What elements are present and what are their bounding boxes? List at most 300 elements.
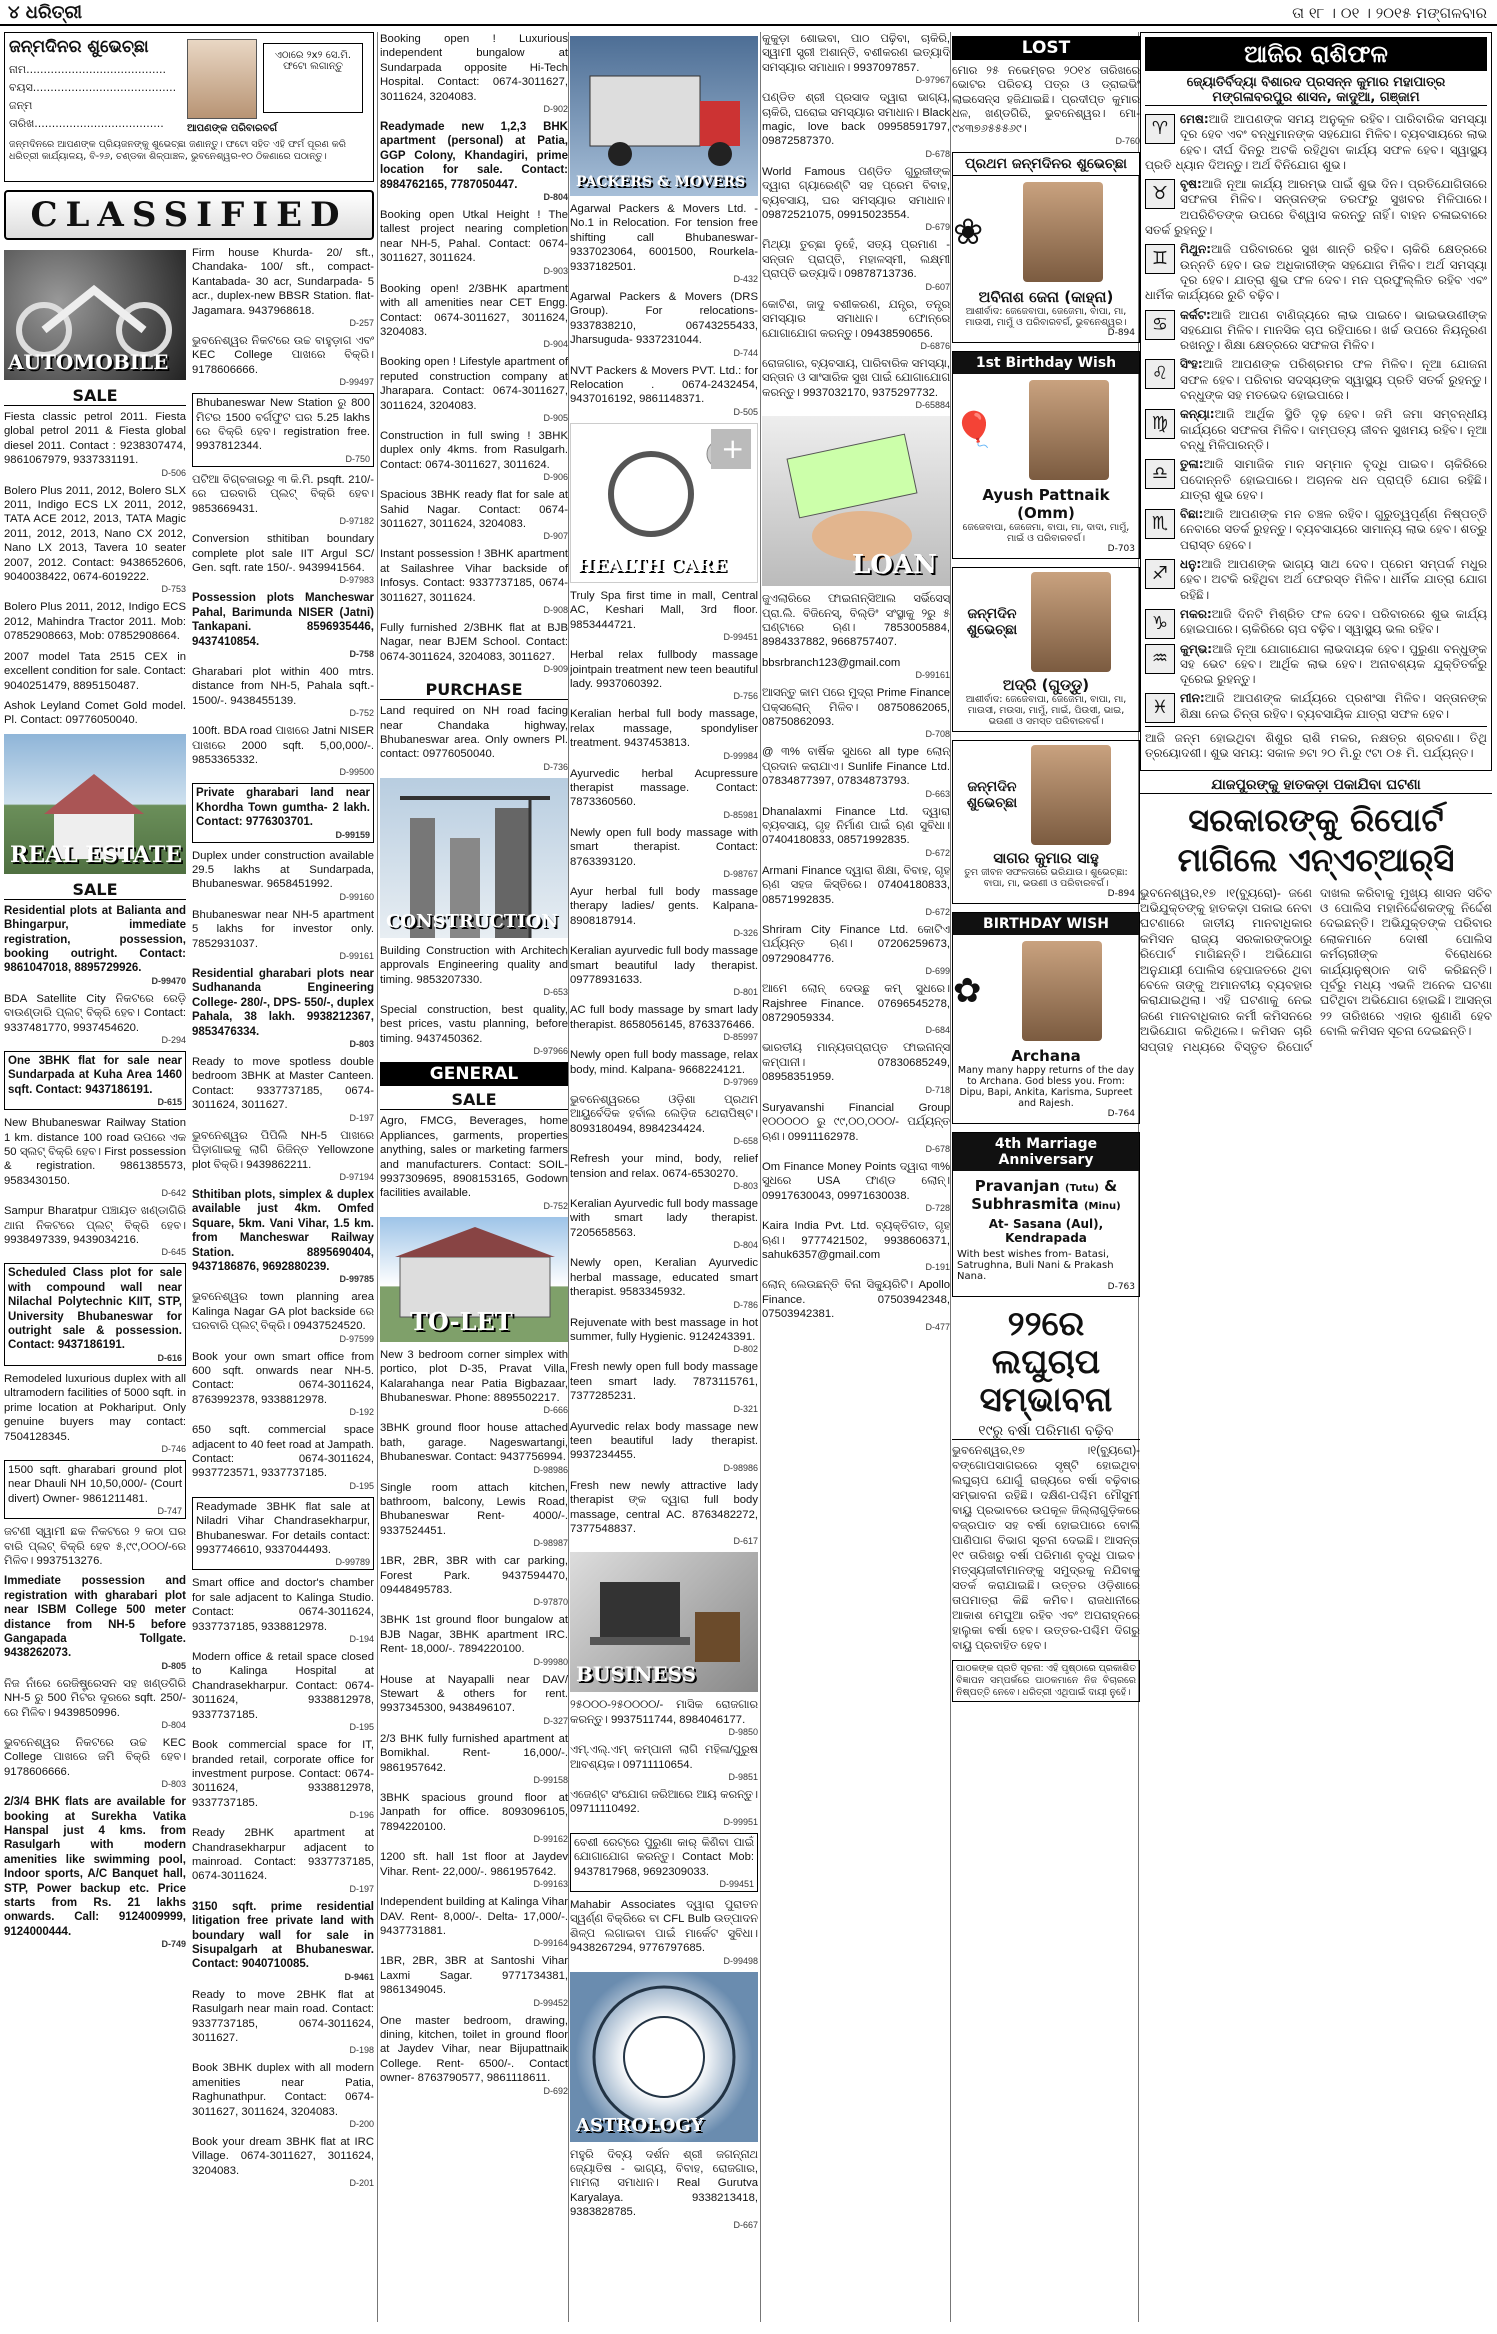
ad-text: One master bedroom, drawing, dining, kitchen, toilet in ground floor at Jaydev Vihar, near Bijupattnaik College. Rent- 6500/-. Contact owner- 8763790577, 9861118611. bbox=[380, 2014, 568, 2085]
ad-code: D-907 bbox=[543, 531, 568, 542]
ad-text: NVT Packers & Movers PVT. Ltd.: for Relocation . 0674-2432454, 9437016192, 9861148371. bbox=[570, 364, 758, 406]
ad-text: Ready 2BHK apartment at Chandrasekharpur adjacent to mainroad. Contact: 9337737185, 0674-3011624. bbox=[192, 1827, 374, 1883]
general-ads bbox=[380, 1114, 568, 1210]
ad-code: D-645 bbox=[161, 1247, 186, 1258]
ad-text: Smart office and doctor's chamber for sale adjacent to Kalinga Studio. Contact: 0674-3011624, 9337737185, 9338812978. bbox=[192, 1577, 374, 1633]
classified-ad bbox=[762, 1219, 950, 1272]
astrology-label: ASTROLOGY bbox=[576, 2114, 704, 2136]
classified-ad bbox=[570, 1048, 758, 1087]
flower-icon: ❀ bbox=[953, 211, 984, 253]
ad-text: Book 3BHK duplex with all modern amenities near Patia, Raghunathpur. Contact: 0674-3011627, 3011624, 3204083. bbox=[192, 2062, 374, 2118]
classified-ad bbox=[570, 2148, 758, 2230]
wish-message: Many many happy returns of the day to Archana. God bless you. From: Dipu, Bapi, Ankita, Karisma, Supreet and Rajesh. bbox=[957, 1065, 1135, 1110]
to-let-image bbox=[380, 1217, 568, 1342]
ad-code: D-195 bbox=[349, 1722, 374, 1733]
ad-code: D-257 bbox=[349, 318, 374, 329]
real-estate-ads bbox=[4, 904, 186, 1950]
ad-code: D-6876 bbox=[920, 340, 950, 351]
to-let-label: TO-LET bbox=[410, 1306, 513, 1336]
baby-photo bbox=[187, 39, 257, 119]
girl-photo bbox=[1022, 941, 1102, 1041]
ad-code: D-904 bbox=[543, 339, 568, 350]
ad-text: ଜୁଏଲାରିରେ ଫାଇନାନ୍ସିଆଲ ସର୍ଭିସେସ୍ ପ୍ରା.ଲି. ବିଜିନେସ୍, ବିଲ୍ଡିଂ ସଂସ୍ଥାକୁ ୨ରୁ ୫ ଘଣ୍ଟାରେ ଋଣ। 7853005884, 8984337882, 9668757407. bbox=[762, 593, 950, 649]
ad-text: bbsrbranch123@gmail.com bbox=[762, 656, 901, 669]
classified-ad bbox=[192, 1900, 374, 1982]
ad-text: 1BR, 2BR, 3BR at Santoshi Vihar Laxmi Sagar. 9771734381, 9861349045. bbox=[380, 1955, 568, 1997]
zodiac-text: ଆଜି ସାମାଜିକ ମାନ ସମ୍ମାନ ବୃଦ୍ଧି ପାଇବ। ଚାକିରିରେ ପଦୋନ୍ନତି ହୋଇପାରେ। ଅଚାନକ ଧନ ପ୍ରାପ୍ତି ଯୋଗ ରହିଛି। ଯାତ୍ରା ଶୁଭ ହେବ। bbox=[1180, 457, 1487, 502]
classified-ad bbox=[570, 1003, 758, 1042]
ad-code: D-672 bbox=[925, 907, 950, 918]
ad-text: Single room attach kitchen, bathroom, balcony, Lewis Road, Bhubaneswar Rent- 4000/-. 9337524451. bbox=[380, 1481, 568, 1537]
astrology-image bbox=[570, 1972, 758, 2142]
ad-code: D-99451 bbox=[723, 632, 758, 643]
classified-ad bbox=[570, 1316, 758, 1355]
classified-ad bbox=[762, 686, 950, 739]
classified-ad bbox=[762, 982, 950, 1035]
classified-ad bbox=[4, 1525, 186, 1568]
classified-ad bbox=[380, 1732, 568, 1785]
classified-ad bbox=[570, 589, 758, 642]
ad-text: ମହୁରି ଦିବ୍ୟ ଦର୍ଶନ ଶ୍ରୀ ଜଗନ୍ନାଥ ଜ୍ୟୋତିଷ - ଭାଗ୍ୟ, ବିବାହ, ରୋଜଗାର, ମାମଲା ସମାଧାନ। Real Gurutva Karyalaya. 9338213418, 9383828785. bbox=[570, 2148, 758, 2219]
ad-code: D-99497 bbox=[339, 377, 374, 388]
ad-code: D-99951 bbox=[723, 1816, 758, 1827]
ad-text: Readymade new 1,2,3 BHK apartment (personal) at Patia, GGP Colony, Khandagiri, prime location for sale. Contact: 8984762165, 7787050447. bbox=[380, 121, 568, 191]
ad-text: Suryavanshi Financial Group ୧୦୦୦୦୦ ରୁ ୯୯,୦୦,୦୦୦/- ପର୍ଯ୍ୟନ୍ତ ଋଣ। 09911162978. bbox=[762, 1101, 950, 1143]
loan-image bbox=[762, 416, 950, 586]
astrologer-name: ଜ୍ୟୋତିର୍ବିଦ୍ୟା ବିଶାରଦ ପ୍ରସନ୍ନ କୁମାର ମହାପାତ୍ର bbox=[1186, 75, 1446, 90]
form-field-dob[interactable]: ଜନ୍ମ ତାରିଖ..................................... bbox=[9, 99, 164, 130]
classified-ad bbox=[570, 944, 758, 997]
automobile-label: AUTOMOBILE bbox=[8, 350, 169, 374]
ad-text: World Famous ପଣ୍ଡିତ ଗୁରୁଜୀଙ୍କ ଦ୍ୱାରା ଗ୍ୟାରେଣ୍ଟି ସହ ପ୍ରେମ ବିବାହ, ବ୍ୟବସାୟ, ଘର ସମସ୍ୟାର ସମାଧାନ। 09872521075, 09915023554. bbox=[762, 165, 950, 222]
wish-name: Ayush Pattnaik (Omm) bbox=[982, 486, 1110, 523]
nhrc-headline bbox=[1140, 777, 1492, 1055]
ad-code: D-678 bbox=[925, 148, 950, 159]
zodiac-text: ଆଜି ଆପଣଙ୍କ ଭାଗ୍ୟ ସାଥ ଦେବ। ପ୍ରେମ ସମ୍ପର୍କ ମଧୁର ହେବ। ଅଟକି ରହିଥିବା ଅର୍ଥ ଫେରସ୍ତ ମିଳିବ। ଧାର୍ମିକ ଯାତ୍ରା ଯୋଗ ରହିଛି। bbox=[1180, 557, 1487, 602]
ad-text: କୋଟିଶ, ଜାଦୁ ବଶୀକରଣ, ଯନ୍ତ୍ର, ତନ୍ତ୍ର ସମସ୍ୟାର ସମାଧାନ। ଫୋନ୍‌ରେ ଯୋଗାଯୋଗ କରନ୍ତୁ। 09438590656. bbox=[762, 298, 950, 340]
zodiac-icon: ♐ bbox=[1145, 559, 1175, 589]
horoscope-title: ଆଜିର ରାଶିଫଳ bbox=[1145, 37, 1487, 71]
ad-text: 3BHK ground floor house attached bath, garage. Nageswartangi, Bhubaneswar. Contact: 9437756994. bbox=[380, 1422, 568, 1464]
to-let-ads bbox=[380, 1348, 568, 2096]
classified-ad bbox=[380, 944, 568, 997]
classified-ad bbox=[570, 202, 758, 284]
zodiac-sign-entry bbox=[1145, 177, 1487, 238]
automobile-image bbox=[4, 250, 186, 380]
ad-text: Special construction, best quality, best prices, vastu planning, before timing. 9437450362. bbox=[380, 1004, 568, 1045]
astrologer-address: ମଙ୍ଗଳାବରପୁର ଶାସନ, କାଦୁଆ, ଗଞ୍ଜାମ bbox=[1145, 90, 1487, 106]
ad-code: D-99158 bbox=[533, 1775, 568, 1786]
ad-text: Fresh new newly attractive lady therapist ଙ୍କ ଦ୍ୱାରା full body massage, central AC. 8763482272, 7377548837. bbox=[570, 1479, 758, 1535]
classified-ad bbox=[570, 767, 758, 820]
ad-text: Residential gharabari plots near Sudhananda Engineering College- 280/-, DPS- 550/-, duplex Pahala, 38 lakh. 9938212367, 9853476334. bbox=[192, 968, 374, 1038]
form-field-age[interactable]: ବୟସ......................................... bbox=[9, 81, 177, 94]
classified-ad bbox=[380, 621, 568, 674]
classified-ad bbox=[192, 1988, 374, 2056]
ad-code: D-666 bbox=[543, 1405, 568, 1416]
ad-code: D-752 bbox=[349, 708, 374, 719]
column-6 bbox=[1140, 32, 1492, 2332]
ad-text: ଏମ୍‌.ଏଲ୍‌.ଏମ୍‌ କମ୍ପାନୀ ଲାଗି ମହିଳା/ପୁରୁଷ ଆବଶ୍ୟକ। 09711110654. bbox=[570, 1744, 758, 1771]
ad-text: Fresh newly open full body massage teen smart lady. 7873115761, 7377285231. bbox=[570, 1361, 758, 1403]
ad-text: ୨୫୦୦୦-୨୫୦୦୦୦/- ମାସିକ ରୋଜଗାର କରନ୍ତୁ। 9937511744, 8984046177. bbox=[570, 1699, 758, 1726]
zodiac-icon: ♊ bbox=[1145, 244, 1175, 274]
column-3 bbox=[570, 32, 758, 2332]
ad-text: Bolero Plus 2011, 2012, Bolero SLX 2011, Indigo ECS LX 2011, 2012, TATA ACE 2012, 2013, TATA Magic 2011, 2012, 2013, Nano CX 2012, Nano LX 2013, Tavera 10 seater 2007, 2012. Contact: 9438652606, 9040038422, 0674-6019222. bbox=[4, 484, 186, 584]
ad-text: ବେଶୀ ରେଟ୍‌ରେ ପୁରୁଣା କାର୍ କିଣିବା ପାଇଁ ଯୋଗାଯୋଗ କରନ୍ତୁ। Contact Mob: 9437817968, 9692309033. bbox=[574, 1836, 754, 1878]
ad-text: 100ft. BDA road ପାଖରେ Jatni NISER ପାଖରେ 2000 sqft. 5,00,000/-. 9853365332. bbox=[192, 725, 374, 766]
nick-2: (Minu) bbox=[1083, 1201, 1121, 1213]
classified-ad bbox=[192, 393, 374, 467]
ad-code: D-679 bbox=[925, 222, 950, 233]
zodiac-sign-entry bbox=[1145, 112, 1487, 173]
ad-text: Possession plots Mancheswar Pahal, Barimunda NISER (Jatni) Tankapani. 8596935446, 9437410854. bbox=[192, 592, 374, 648]
ad-code: D-678 bbox=[925, 1143, 950, 1154]
ad-text: 650 sqft. commercial space adjacent to 40 feet road at Jampath. Contact: 0674-3011624, 9937723571, 9337737185. bbox=[192, 1424, 374, 1480]
construction-label: CONSTRUCTION bbox=[386, 910, 558, 932]
astro-service-ads bbox=[762, 32, 950, 410]
zodiac-name: ଧନୁ: bbox=[1180, 557, 1202, 572]
classified-ad bbox=[192, 724, 374, 777]
ad-text: Keralian herbal full body massage, relax massage, spondyliser treatment. 9437453813. bbox=[570, 708, 758, 750]
misc-ads bbox=[570, 1898, 758, 1966]
ad-code: D-663 bbox=[925, 788, 950, 799]
classified-ad bbox=[570, 1256, 758, 1309]
wish-title: 4th Marriage Anniversary bbox=[953, 1133, 1139, 1171]
construction-ads bbox=[380, 944, 568, 1056]
ad-code: D-201 bbox=[349, 2178, 374, 2189]
classified-ad bbox=[380, 429, 568, 482]
classified-ad bbox=[192, 2135, 374, 2188]
classified-ad bbox=[192, 665, 374, 718]
ad-code: D-99470 bbox=[151, 975, 186, 986]
ad-text: 2/3 BHK fully furnished apartment at Bomikhal. Rent- 16,000/-. 9861957642. bbox=[380, 1732, 568, 1774]
ad-text: AC full body massage by smart lady therapist. 8658056145, 8763376466. bbox=[570, 1004, 758, 1031]
page-header bbox=[0, 0, 1497, 26]
classified-banner: CLASSIFIED bbox=[4, 190, 374, 240]
ad-text: Agro, FMCG, Beverages, home Appliances, garments, properties anything, sales or marketing farmers and manufacturers. Contact: SOIL- 9937309695, 8908153165, Godown facilities available. bbox=[380, 1115, 568, 1200]
svg-text:+: + bbox=[721, 431, 745, 465]
classified-subcol-b bbox=[192, 246, 374, 2194]
form-note: ଜନ୍ମଦିନରେ ଆପଣଙ୍କ ପ୍ରିୟଜନଙ୍କୁ ଶୁଭେଚ୍ଛା ଜଣାନ୍ତୁ। ଫଟୋ ସହିତ ଏହି ଫର୍ମ ପୂରଣ କରି ଧରିତ୍ରୀ କାର୍ଯ୍ୟାଳୟ, ବି-୨୬, ଚଣ୍ଡକା ଶିଳ୍ପାଞ୍ଚଳ, ଭୁବନେଶ୍ୱର-୧୦ ଠିକଣାରେ ପଠାନ୍ତୁ। bbox=[9, 139, 347, 162]
ad-code: D-97967 bbox=[915, 75, 950, 86]
zodiac-sign-entry bbox=[1145, 457, 1487, 503]
classified-ad bbox=[192, 334, 374, 387]
ad-code: D-736 bbox=[543, 761, 568, 772]
wish-message: With best wishes from- Batasi, Satrughna, Buli Nani & Prakash Nana. bbox=[957, 1249, 1114, 1283]
ad-text: Herbal relax fullbody massage jointpain treatment new teen beautiful lady. 9937060392. bbox=[570, 649, 758, 690]
ad-code: D-65884 bbox=[915, 400, 950, 411]
zodiac-text: ଆଜି ଆପଣ ବାଣିଜ୍ୟରେ ଲାଭ ପାଇବେ। ଭାଇଭଉଣୀଙ୍କ ସହଯୋଗ ମିଳିବ। ମାନସିକ ଚାପ ରହିପାରେ। ଖର୍ଚ୍ଚ ଉପରେ ନିୟନ୍ତ୍ରଣ ରଖନ୍ତୁ। ଶିକ୍ଷା କ୍ଷେତ୍ରରେ ସଫଳତା ମିଳିବ। bbox=[1180, 307, 1487, 353]
wish-code: D-894 bbox=[1107, 889, 1135, 900]
ad-text: Newly open full body massage, relax body, mind. Kalpana- 9668224121. bbox=[570, 1049, 758, 1076]
ad-text: Bhubaneswar near NH-5 apartment 5 lakhs for investor only. 7852931037. bbox=[192, 908, 374, 950]
wish-title: ପ୍ରଥମ ଜନ୍ମଦିନର ଶୁଭେଚ୍ଛା bbox=[953, 153, 1139, 176]
ad-text: ଭୁବନେଶ୍ୱର ନିକଟରେ ଉଚ୍ଚ ବାହୁଡ଼ାଗ ଏବଂ KEC College ପାଖରେ ବିକ୍ରି। 9178606666. bbox=[192, 335, 374, 376]
ad-text: ପଟିଆ ବିଗ୍‌ବଜାରରୁ ୩ କି.ମି. psqft. 210/- ରେ ଘରବାରି ପ୍ଲଟ୍ ବିକ୍ରି ହେବ। 9853669431. bbox=[192, 473, 374, 515]
zodiac-text: ଆଜି ଦିନଟି ମିଶ୍ରିତ ଫଳ ଦେବ। ପରିବାରରେ ଶୁଭ କାର୍ଯ୍ୟ ହୋଇପାରେ। ଚାକିରିରେ ଚାପ ବଢ଼ିବ। ସ୍ୱାସ୍ଥ୍ୟ ଭଲ ରହିବ। bbox=[1180, 606, 1487, 637]
ad-text: 1500 sqft. gharabari ground plot near Dhauli NH 10,50,000/- (Court divert) Owner- 9861211481. bbox=[8, 1463, 182, 1505]
general-sale-heading: SALE bbox=[380, 1090, 568, 1110]
zodiac-icon: ♓ bbox=[1145, 693, 1175, 723]
ad-code: D-97983 bbox=[339, 575, 374, 586]
zodiac-name: ସିଂହ: bbox=[1180, 357, 1203, 372]
article-body: ଭୁବନେଶ୍ୱର,୧୭ ।୧(ବ୍ୟୁରୋ)- ବଙ୍ଗୋପସାଗରରେ ସୃଷ୍ଟି ହୋଇଥିବା ଲଘୁଚାପ ଯୋଗୁଁ ରାଜ୍ୟରେ ବର୍ଷା ବଢ଼ିବାର ସମ୍ଭାବନା ରହିଛି। ଦକ୍ଷିଣ-ପଶ୍ଚିମ ମୌସୁମୀ ବାୟୁ ପ୍ରଭାବରେ ଉପକୂଳ ଜିଲ୍ଲାଗୁଡ଼ିକରେ ବଜ୍ରପାତ ସହ ବର୍ଷା ହୋଇପାରେ ବୋଲି ପାଣିପାଗ ବିଭାଗ ସୂଚନା ଦେଇଛି। ଆସନ୍ତା ୧୯ ତାରିଖରୁ ବର୍ଷା ପରିମାଣ ବୃଦ୍ଧି ପାଇବ। ମତ୍ସ୍ୟଜୀବୀମାନଙ୍କୁ ସମୁଦ୍ରକୁ ନଯିବାକୁ ସତର୍କ କରାଯାଇଛି। ଉତ୍ତର ଓଡ଼ିଶାରେ ତାପମାତ୍ରା କିଛି କମିବ। ରାଜଧାନୀରେ ଆକାଶ ମେଘୁଆ ରହିବ ଏବଂ ଅପରାହ୍ନରେ ହାଲୁକା ବର୍ଷା ହେବ। ଉତ୍ତର-ପଶ୍ଚିମ ଦିଗରୁ ବାୟୁ ପ୍ରବାହିତ ହେବ। bbox=[952, 1445, 1140, 1653]
business-image bbox=[570, 1552, 758, 1692]
zodiac-sign-entry bbox=[1145, 308, 1487, 354]
classified-ad bbox=[4, 1116, 186, 1198]
classified-ad bbox=[570, 364, 758, 417]
ad-text: Spacious 3BHK ready flat for sale at Sahid Nagar. Contact: 0674-3011627, 3011624, 3204083. bbox=[380, 489, 568, 530]
ad-code: D-753 bbox=[161, 584, 186, 595]
classified-ad bbox=[570, 707, 758, 760]
ad-text: Book commercial space for IT, branded retail, corporate office for investment purpose. Contact: 0674-3011624, 9338812978, 9337737185. bbox=[192, 1739, 374, 1809]
ad-code: D-477 bbox=[925, 1321, 950, 1332]
ad-code: D-99500 bbox=[339, 767, 374, 778]
ad-text: Duplex under construction available 29.5 lakhs at Sundarpada, Bhubaneswar. 9658451992. bbox=[192, 849, 374, 891]
classified-ad bbox=[192, 246, 374, 328]
general-heading: GENERAL bbox=[380, 1062, 568, 1086]
classified-ad bbox=[380, 547, 568, 615]
ad-text: ମିଥ୍ୟା ତୁଚ୍ଛା ନୁହେଁ, ସତ୍ୟ ପ୍ରମାଣ - ସନ୍ତାନ ପ୍ରାପ୍ତି, ମହାଳସ୍ମୀ, ଲକ୍ଷ୍ମୀ ପ୍ରାପ୍ତି ଇତ୍ୟାଦି। 09878713736. bbox=[762, 239, 950, 281]
ad-code: D-804 bbox=[543, 192, 568, 203]
ad-text: Gharabari plot within 400 mtrs. distance from NH-5, Pahala sqft.- 1500/-. 9438455139. bbox=[192, 665, 374, 707]
wish-place: At- Sasana (Aul), Kendrapada bbox=[988, 1217, 1104, 1246]
ad-code: D-97870 bbox=[533, 1597, 568, 1608]
anniversary-wish bbox=[952, 1132, 1140, 1297]
ad-text: Scheduled Class plot for sale with compound wall near Nilachal Polytechnic KIIT, STP, University Bhubaneswar for outright sale & possession. Contact: 9437186191. bbox=[8, 1267, 182, 1352]
sale-heading-2: SALE bbox=[4, 880, 186, 900]
ad-text: Truly Spa first time in mall, Central AC, Keshari Mall, 3rd floor. 9853444721. bbox=[570, 589, 758, 631]
classified-ad bbox=[570, 1360, 758, 1413]
wish-name: ସାଗର କୁମାର ସାହୁ bbox=[993, 849, 1099, 868]
wish-title: BIRTHDAY WISH bbox=[953, 913, 1139, 935]
ad-code: D-658 bbox=[733, 1136, 758, 1147]
ad-text: 2/3/4 BHK flats are available for booking at Surekha Vatika Hanspal just 4 kms. from Rasulgarh with modern amenities like swimming pool, Indoor sports, A/C Banquet hall, STP, Power backup etc. Price starts from Rs. 21 lakhs onwards. Call: 9124009999, 9124000444. bbox=[4, 1796, 186, 1938]
classified-ad bbox=[380, 1791, 568, 1844]
ad-text: ରୋଜଗାର, ବ୍ୟବସାୟ, ପାରିବାରିକ ସମସ୍ୟା, ସନ୍ତାନ ଓ ସାଂସାରିକ ସୁଖ ପାଇଁ ଯୋଗାଯୋଗ କରନ୍ତୁ। 9937032170, 9375297732. bbox=[762, 357, 950, 399]
ad-text: ଲୋନ୍‌ ଲେଉଛନ୍ତି ବିନା ସିକ୍ୟୁରିଟି। Apollo Finance. 07503942348, 07503942381. bbox=[762, 1279, 950, 1321]
classified-ad bbox=[192, 1650, 374, 1732]
ad-text: Book your dream 3BHK flat at IRC Village. 0674-3011627, 3011624, 3204083. bbox=[192, 2136, 374, 2177]
automobile-ads bbox=[4, 410, 186, 728]
ad-code: D-97194 bbox=[339, 1171, 374, 1182]
classified-ad bbox=[4, 1574, 186, 1670]
ad-code: D-97969 bbox=[723, 1077, 758, 1088]
ad-code: D-97966 bbox=[533, 1046, 568, 1057]
classified-ad bbox=[192, 1497, 374, 1571]
classified-ad bbox=[762, 656, 950, 680]
classified-ad bbox=[380, 208, 568, 276]
ad-code: D-805 bbox=[161, 1660, 186, 1671]
zodiac-text: ଆଜି ଆପଣଙ୍କ ମନ ଚଞ୍ଚଳ ରହିବ। ଗୁରୁତ୍ୱପୂର୍ଣ୍ଣ ନିଷ୍ପତ୍ତି ନେବାରେ ସତର୍କ ରୁହନ୍ତୁ। ବ୍ୟବସାୟରେ ସାମାନ୍ୟ ଲାଭ ହେବ। ଶତ୍ରୁ ପରାସ୍ତ ହେବେ। bbox=[1180, 507, 1487, 552]
ad-text: Newly open, Keralian Ayurvedic herbal massage, educated smart therapist. 9583345932. bbox=[570, 1257, 758, 1299]
ad-code: D-98986 bbox=[723, 1462, 758, 1473]
zodiac-icon: ♏ bbox=[1145, 509, 1175, 539]
ad-text: Kaira India Pvt. Ltd. ବ୍ୟକ୍ତିଗତ, ଗୃହ ଋଣ। 9777421502, 9938606371, sahuk6357@gmail.com bbox=[762, 1220, 950, 1261]
ad-code: D-9461 bbox=[344, 1971, 374, 1982]
ad-text: Construction in full swing ! 3BHK duplex only 4kms. from Rasulgarh. Contact: 0674-3011627, 3011624. bbox=[380, 429, 568, 471]
classified-ad bbox=[570, 826, 758, 879]
zodiac-text: ଆଜି ଆର୍ଥିକ ସ୍ଥିତି ଦୃଢ଼ ହେବ। ଜମି ଜମା ସମ୍ବନ୍ଧୀୟ କାର୍ଯ୍ୟରେ ସଫଳତା ମିଳିବ। ଦାମ୍ପତ୍ୟ ଜୀବନ ସୁଖମୟ ରହିବ। ନୂଆ ବନ୍ଧୁ ମିଳିପାରନ୍ତି। bbox=[1180, 407, 1487, 452]
classified-ad bbox=[380, 1003, 568, 1056]
ad-code: D-760 bbox=[1115, 136, 1140, 147]
zodiac-icon: ♑ bbox=[1145, 609, 1175, 639]
article-body: ଭୁବନେଶ୍ୱର,୧୭ ।୧(ବ୍ୟୁରୋ)- ଜଣେ ଅଭିଯୁକ୍ତଙ୍କୁ ହାତକଡ଼ା ପକାଇ ନେବା ଘଟଣାରେ ଜାତୀୟ ମାନବାଧିକାର କମିସନ ରାଜ୍ୟ ସରକାରଙ୍କଠାରୁ ରିପୋର୍ଟ ମାଗିଛନ୍ତି। ଅଭିଯୋଗ ଅନୁଯାୟୀ ପୋଲିସ ହେପାଜତରେ ଥିବା ବେଳେ ତାଙ୍କୁ ଅମାନବୀୟ ବ୍ୟବହାର କରାଯାଇଥିଲା। ଏହି ଘଟଣାକୁ ନେଇ ଜଣେ ମାନବାଧିକାର କର୍ମୀ କମିସନରେ ଅଭିଯୋଗ କରିଥିଲେ। କମିସନ ଚାରି ସପ୍ତାହ ମଧ୍ୟରେ ବିସ୍ତୃତ ରିପୋର୍ଟ ଦାଖଲ କରିବାକୁ ମୁଖ୍ୟ ଶାସନ ସଚିବ ଓ ପୋଲିସ ମହାନିର୍ଦ୍ଦେଶକଙ୍କୁ ନିର୍ଦ୍ଦେଶ ଦେଇଛନ୍ତି। ଅଭିଯୁକ୍ତଙ୍କ ପରିବାର ଲୋକମାନେ ଦୋଷୀ ପୋଲିସ କର୍ମଚାରୀଙ୍କ ବିରୋଧରେ କାର୍ଯ୍ୟାନୁଷ୍ଠାନ ଦାବି କରିଛନ୍ତି। ପୂର୍ବରୁ ମଧ୍ୟ ଏଭଳି ଅନେକ ଘଟଣା ଘଟିଥିବା ଅଭିଯୋଗ ହୋଇଛି। ଆସନ୍ତା ୨୨ ତାରିଖରେ ଏହାର ଶୁଣାଣି ହେବ ବୋଲି କମିସନ ସୂଚନା ଦେଇଛନ୍ତି। bbox=[1140, 885, 1492, 1054]
classified-ad bbox=[192, 1350, 374, 1418]
classified-ad bbox=[4, 600, 186, 643]
reader-notice: ପାଠକଙ୍କ ପ୍ରତି ସୂଚନା: ଏହି ପୃଷ୍ଠାରେ ପ୍ରକାଶିତ ବିଜ୍ଞାପନ ସମ୍ପର୍କରେ ପାଠକମାନେ ନିଜ ବିଚାରରେ ନିଷ୍ପତ୍ତି ନେବେ। ଧରିତ୍ରୀ ଏଥିପାଇଁ ଦାୟୀ ନୁହେଁ। bbox=[952, 1660, 1140, 1702]
wish-code: D-764 bbox=[1107, 1109, 1135, 1120]
ad-code: D-99159 bbox=[335, 829, 370, 840]
ad-code: D-97599 bbox=[339, 1333, 374, 1344]
name-1: Pravanjan bbox=[974, 1177, 1060, 1196]
child-photo bbox=[1029, 380, 1109, 480]
ad-code: D-99789 bbox=[335, 1557, 370, 1568]
used-car-ad bbox=[570, 1833, 758, 1892]
zodiac-sign-entry bbox=[1145, 642, 1487, 688]
classified-ad bbox=[762, 298, 950, 351]
health-ads bbox=[570, 589, 758, 1547]
wish-code: D-763 bbox=[1107, 1282, 1135, 1293]
classified-ad bbox=[762, 1041, 950, 1094]
zodiac-icon: ♋ bbox=[1145, 310, 1175, 340]
ad-code: D-803 bbox=[349, 1039, 374, 1050]
classified-ad bbox=[762, 91, 950, 159]
zodiac-name: ମେଷ: bbox=[1180, 112, 1209, 126]
ad-code: D-85997 bbox=[723, 1032, 758, 1043]
flower-icon: ✿ bbox=[953, 971, 982, 1012]
classified-ad bbox=[192, 1055, 374, 1123]
zodiac-icon: ♌ bbox=[1145, 359, 1175, 389]
ad-text: Building Construction with Architech approvals Engineering quality and timing. 9853207330. bbox=[380, 944, 568, 986]
zodiac-sign-entry bbox=[1145, 691, 1487, 722]
ad-code: D-99164 bbox=[533, 1938, 568, 1949]
ad-code: D-321 bbox=[733, 1403, 758, 1414]
ad-code: D-99980 bbox=[533, 1656, 568, 1667]
ad-code: D-758 bbox=[349, 648, 374, 659]
zodiac-icon: ♎ bbox=[1145, 459, 1175, 489]
ad-code: D-506 bbox=[161, 467, 186, 478]
ad-code: D-191 bbox=[925, 1262, 950, 1273]
ad-text: Bolero Plus 2011, 2012, Indigo ECS 2012, Mahindra Tractor 2011. Mob: 07852908663, Mob: 07852908664. bbox=[4, 601, 186, 643]
ad-code: D-198 bbox=[349, 2045, 374, 2056]
ad-text: ଆମେ ଲୋନ୍‌ ଦେଉଛୁ କମ୍ ସୁଧରେ। Rajshree Finance. 07696545278, 08729059334. bbox=[762, 983, 950, 1025]
classified-ad bbox=[192, 591, 374, 659]
zodiac-name: ମୀନ: bbox=[1180, 691, 1205, 706]
ad-text: ଭୁବନେଶ୍ୱର ପିପିଲି NH-5 ପାଖରେ ଘିଡ଼ାଗାଇକୁ ଲାଗି ରିଜିନ୍ତ Yellowzone plot ବିକ୍ରି। 9439862211. bbox=[192, 1129, 374, 1171]
classified-ad bbox=[380, 1554, 568, 1607]
ad-text: Ashok Leyland Comet Gold model. Pl. Contact: 09776050040. bbox=[4, 699, 186, 727]
classified-ad bbox=[570, 648, 758, 701]
ad-text: Refresh your mind, body, relief tension and relax. 0674-6530270. bbox=[570, 1153, 758, 1180]
ad-text: House at Nayapalli near DAV/ Stewart & others for rent. 9937345300, 9438496107. bbox=[380, 1673, 568, 1715]
classified-ad bbox=[762, 238, 950, 291]
classified-ad bbox=[380, 1348, 568, 1416]
classified-ad bbox=[4, 699, 186, 728]
ad-code: D-692 bbox=[543, 2085, 568, 2096]
zodiac-sign-entry bbox=[1145, 557, 1487, 603]
business-ads bbox=[570, 1698, 758, 1826]
lost-heading: LOST bbox=[952, 36, 1140, 60]
ad-text: 3150 sqft. prime residential litigation free private land with boundary wall for sale in Sisupalgarh at Bhubaneswar. Contact: 9040710085. bbox=[192, 1900, 374, 1971]
classified-ad bbox=[4, 410, 186, 478]
ad-code: D-616 bbox=[157, 1352, 182, 1363]
zodiac-text: ଆଜି ଆପଣଙ୍କ ପରିଶ୍ରମର ଫଳ ମିଳିବ। ନୂଆ ଯୋଜନା ସଫଳ ହେବ। ପରିବାର ସଦସ୍ୟଙ୍କ ସ୍ୱାସ୍ଥ୍ୟ ପ୍ରତି ସତର୍କ ରୁହନ୍ତୁ। ବନ୍ଧୁଙ୍କ ସହ ମତଭେଦ ହୋଇପାରେ। bbox=[1180, 357, 1487, 403]
ad-code: D-905 bbox=[543, 412, 568, 423]
child-photo bbox=[1023, 182, 1103, 282]
ad-code: D-653 bbox=[543, 987, 568, 998]
classified-ad bbox=[570, 1788, 758, 1827]
classified-ad bbox=[192, 967, 374, 1049]
classified-ad bbox=[192, 1423, 374, 1491]
ad-text: Instant possession ! 3BHK apartment at Sailashree Vihar backside of Infosys. Contact: 9337737185, 0674-3011627, 3011624. bbox=[380, 548, 568, 604]
truck-icon bbox=[570, 36, 758, 196]
ad-text: Bhubaneswar New Station ରୁ 800 ମିଟର 1500 ବର୍ଗଫୁଟ ଘର 5.25 lakhs ରେ ବିକ୍ରି ହେବ। registration free. 9937812344. bbox=[196, 397, 370, 453]
ad-code: D-803 bbox=[161, 1779, 186, 1790]
ad-text: Readymade 3BHK flat sale at Niladri Vihar Chandrasekharpur, Bhubaneswar. For details contact: 9937746610, 9337044493. bbox=[196, 1500, 370, 1557]
classified-ad bbox=[192, 1129, 374, 1182]
ad-code: D-607 bbox=[925, 281, 950, 292]
wish-name: ଅବିନାଶ ଜେନା (କାହ୍ନା) bbox=[978, 288, 1114, 307]
subheadline: ୧୯ରୁ ବର୍ଷା ପରିମାଣ ବଢ଼ିବ bbox=[952, 1423, 1140, 1440]
page-date: ତା ୧୮ । ୦୧ । ୨୦୧୫ ମଙ୍ଗଳବାର bbox=[1292, 4, 1487, 22]
ad-text: Ayurvedic relax body massage new teen beautiful lady therapist. 9937234455. bbox=[570, 1420, 758, 1462]
classified-ad bbox=[570, 1479, 758, 1547]
ad-code: D-192 bbox=[349, 1407, 374, 1418]
classified-ad bbox=[4, 1795, 186, 1949]
form-field-name[interactable]: ନାମ........................................ bbox=[9, 63, 166, 76]
zodiac-name: ବୃଷ: bbox=[1180, 177, 1202, 192]
headline: ୨୨ରେ ଲଘୁଚାପ ସମ୍ଭାବନା bbox=[979, 1304, 1113, 1421]
ad-code: D-617 bbox=[733, 1536, 758, 1547]
ad-code: D-752 bbox=[543, 1200, 568, 1211]
ad-code: D-505 bbox=[733, 406, 758, 417]
classified-ad bbox=[4, 1677, 186, 1730]
wish-code: D-703 bbox=[1107, 544, 1135, 555]
column-5 bbox=[952, 32, 1140, 2332]
ad-code: D-197 bbox=[349, 1883, 374, 1894]
ad-text: New Bhubaneswar Railway Station 1 km. distance 100 road ଉପରେ ଏକ 50 ସ୍ଲଟ୍ ବିକ୍ରି ହେବ। First possession & registration. 9861385573, 9583430150. bbox=[4, 1117, 186, 1187]
ad-code: D-756 bbox=[733, 691, 758, 702]
ad-text: 1200 sft. hall 1st floor at Jaydev Vihar. Rent- 22,000/-. 9861957642. bbox=[380, 1851, 568, 1878]
classified-ad bbox=[380, 2014, 568, 2096]
ad-code: D-200 bbox=[349, 2119, 374, 2130]
classified-ad bbox=[762, 165, 950, 233]
ad-text: Agarwal Packers & Movers (DRS Group). For relocations- 9337838210, 06743255433, Jharsuguda- 9337231044. bbox=[570, 291, 758, 347]
real-estate-label: REAL ESTATE bbox=[10, 841, 183, 868]
zodiac-name: ମକର: bbox=[1180, 606, 1212, 621]
ad-text: ଏଜେଣ୍ଟ ସଂଯୋଗ ଜରିଆରେ ଆୟ କରନ୍ତୁ। 09711110492. bbox=[570, 1789, 758, 1816]
zodiac-text: ଆଜି ନୂଆ କାର୍ଯ୍ୟ ଆରମ୍ଭ ପାଇଁ ଶୁଭ ଦିନ। ପ୍ରତିଯୋଗିତାରେ ସଫଳତା ମିଳିବ। ସନ୍ତାନଙ୍କ ତରଫରୁ ସୁଖବର ମିଳିପାରେ। ଅପରିଚିତଙ୍କ ଉପରେ ବିଶ୍ୱାସ କରନ୍ତୁ ନାହିଁ। ବାହନ ଚଳାଇବାରେ ସତର୍କ ରୁହନ୍ତୁ। bbox=[1145, 177, 1487, 238]
classified-ad bbox=[380, 1481, 568, 1549]
ad-code: D-718 bbox=[925, 1084, 950, 1095]
classified-ad bbox=[762, 923, 950, 976]
ad-text: Agarwal Packers & Movers Ltd. - No.1 in Relocation. For tension free shifting call Bhubaneswar- 9337023064, 6001500, Rourkela- 9337182501. bbox=[570, 203, 758, 273]
ad-text: Ayur herbal full body massage therapy ladies/ gents. Kalpana- 8908187914. bbox=[570, 885, 758, 927]
ad-text: Firm house Khurda- 20/ sft., Chandaka- 100/ sft., compact- Kantabada- 30 acr, Sundarpada- 5 acr., duplex-new BBSR Station. flat- Jagamara. 9437968618. bbox=[192, 247, 374, 317]
ad-text: Land required on NH road facing near Chandaka highway, Bhubaneswar area. Only owners Pl. contact: 09776050040. bbox=[380, 705, 568, 761]
wish-code: D-894 bbox=[1107, 328, 1135, 339]
ad-text: Ready to move 2BHK flat at Rasulgarh near main road. Contact: 9337737185, 0674-3011624, 3011627. bbox=[192, 1988, 374, 2044]
headline: ସରକାରଙ୍କୁ ରିପୋର୍ଟ ମାଗିଲେ ଏନ୍‌ଏଚ୍‌ଆର୍‌ସି bbox=[1177, 800, 1455, 879]
classified-ad bbox=[4, 904, 186, 986]
column-2 bbox=[380, 32, 568, 2332]
classified-ad bbox=[4, 484, 186, 595]
purchase-heading: PURCHASE bbox=[380, 680, 568, 700]
ad-code: D-9850 bbox=[728, 1727, 758, 1738]
ad-text: Booking open ! Lifestyle apartment of reputed construction company at Jharapara. Contact: 0674-3011627, 3011624, 3204083. bbox=[380, 356, 568, 412]
